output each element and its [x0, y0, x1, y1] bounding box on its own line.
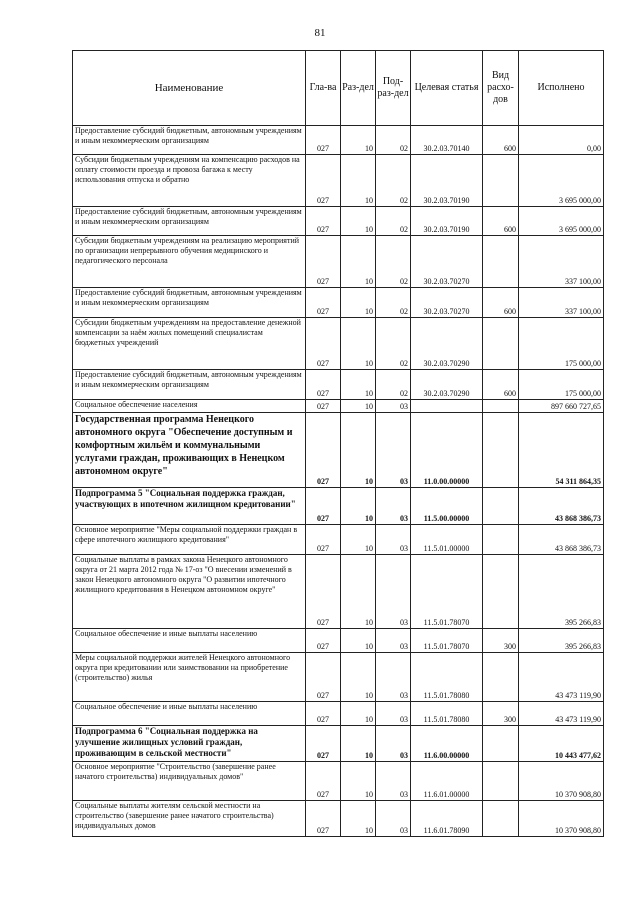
- cell-expense-type: [483, 525, 519, 555]
- header-chapter: Гла-ва: [306, 51, 341, 126]
- table-row: [73, 236, 604, 288]
- cell-target-article: 11.5.00.00000: [411, 488, 483, 525]
- table-row: [73, 318, 604, 370]
- header-executed: Исполнено: [519, 51, 604, 126]
- cell-target-article: 11.0.00.00000: [411, 413, 483, 488]
- table-row: [73, 288, 604, 318]
- cell-target-article: 11.6.01.78090: [411, 801, 483, 837]
- cell-expense-type: [483, 400, 519, 413]
- cell-section: 10: [341, 629, 376, 653]
- table-row: [73, 413, 604, 488]
- cell-expense-type: [483, 801, 519, 837]
- cell-executed: 54 311 864,35: [519, 413, 604, 488]
- table-row: [73, 801, 604, 837]
- cell-executed: 10 370 908,80: [519, 762, 604, 801]
- table-row: [73, 653, 604, 702]
- header-subsection: Под-раз-дел: [376, 51, 411, 126]
- cell-chapter: 027: [306, 525, 341, 555]
- cell-name: Предоставление субсидий бюджетным, автономным учреждениям и иным некоммерческим организациям: [73, 288, 306, 318]
- cell-executed: 395 266,83: [519, 629, 604, 653]
- cell-chapter: 027: [306, 413, 341, 488]
- table-row: [73, 400, 604, 413]
- cell-section: 10: [341, 318, 376, 370]
- cell-expense-type: 300: [483, 702, 519, 726]
- cell-name: Основное мероприятие "Строительство (завершение ранее начатого строительства) индивидуальных домов": [73, 762, 306, 801]
- cell-chapter: 027: [306, 370, 341, 400]
- cell-executed: 10 370 908,80: [519, 801, 604, 837]
- cell-executed: 175 000,00: [519, 370, 604, 400]
- cell-chapter: 027: [306, 318, 341, 370]
- cell-expense-type: [483, 762, 519, 801]
- cell-section: 10: [341, 702, 376, 726]
- cell-executed: 43 473 119,90: [519, 653, 604, 702]
- cell-executed: 337 100,00: [519, 236, 604, 288]
- cell-chapter: 027: [306, 126, 341, 155]
- cell-chapter: 027: [306, 762, 341, 801]
- cell-target-article: 11.5.01.78080: [411, 653, 483, 702]
- cell-name: Социальные выплаты в рамках закона Ненецкого автономного округа от 21 марта 2012 года № 17-оз "О внесении изменений в закон Ненецкого автономного округа "О развитии ипотечного жилищного кредитования в Ненецком автономном округе": [73, 555, 306, 629]
- cell-chapter: 027: [306, 155, 341, 207]
- cell-chapter: 027: [306, 288, 341, 318]
- cell-section: 10: [341, 126, 376, 155]
- cell-name: Государственная программа Ненецкого автономного округа "Обеспечение доступным и комфортным жильём и коммунальными услугами граждан, проживающих в Ненецком автономном округе": [73, 413, 306, 488]
- cell-target-article: 11.5.01.78070: [411, 629, 483, 653]
- cell-section: 10: [341, 370, 376, 400]
- cell-section: 10: [341, 488, 376, 525]
- cell-expense-type: 300: [483, 629, 519, 653]
- table-row: [73, 525, 604, 555]
- cell-expense-type: [483, 488, 519, 525]
- cell-expense-type: 600: [483, 288, 519, 318]
- cell-executed: 10 443 477,62: [519, 726, 604, 762]
- cell-subsection: 02: [376, 288, 411, 318]
- cell-subsection: 03: [376, 400, 411, 413]
- cell-section: 10: [341, 762, 376, 801]
- header-name: Наименование: [73, 51, 306, 126]
- cell-target-article: 11.6.01.00000: [411, 762, 483, 801]
- cell-name: Социальное обеспечение и иные выплаты населению: [73, 629, 306, 653]
- header-target-article: Целевая статья: [411, 51, 483, 126]
- cell-target-article: 11.5.01.00000: [411, 525, 483, 555]
- cell-expense-type: [483, 653, 519, 702]
- cell-name: Субсидии бюджетным учреждениям на предоставление денежной компенсации за наём жилых помещений специалистам бюджетных учреждений: [73, 318, 306, 370]
- cell-section: 10: [341, 207, 376, 236]
- cell-executed: 337 100,00: [519, 288, 604, 318]
- header-expense-type: Вид расхо-дов: [483, 51, 519, 126]
- table-row: [73, 629, 604, 653]
- cell-subsection: 02: [376, 155, 411, 207]
- cell-expense-type: [483, 318, 519, 370]
- cell-target-article: 30.2.03.70270: [411, 236, 483, 288]
- cell-name: Подпрограмма 5 "Социальная поддержка граждан, участвующих в ипотечном жилищном кредитовании": [73, 488, 306, 525]
- cell-target-article: 11.5.01.78080: [411, 702, 483, 726]
- cell-section: 10: [341, 525, 376, 555]
- cell-name: Предоставление субсидий бюджетным, автономным учреждениям и иным некоммерческим организациям: [73, 126, 306, 155]
- cell-name: Социальные выплаты жителям сельской местности на строительство (завершение ранее начатого строительства) индивидуальных домов: [73, 801, 306, 837]
- cell-expense-type: [483, 236, 519, 288]
- cell-target-article: 30.2.03.70190: [411, 155, 483, 207]
- cell-expense-type: 600: [483, 207, 519, 236]
- cell-executed: 3 695 000,00: [519, 207, 604, 236]
- cell-expense-type: 600: [483, 126, 519, 155]
- cell-executed: 0,00: [519, 126, 604, 155]
- cell-subsection: 02: [376, 207, 411, 236]
- cell-section: 10: [341, 400, 376, 413]
- cell-name: Предоставление субсидий бюджетным, автономным учреждениям и иным некоммерческим организациям: [73, 207, 306, 236]
- table-header: [73, 51, 604, 126]
- cell-name: Подпрограмма 6 "Социальная поддержка на улучшение жилищных условий граждан, проживающим в сельской местности": [73, 726, 306, 762]
- cell-name: Предоставление субсидий бюджетным, автономным учреждениям и иным некоммерческим организациям: [73, 370, 306, 400]
- cell-expense-type: [483, 155, 519, 207]
- cell-target-article: 30.2.03.70270: [411, 288, 483, 318]
- cell-executed: 897 660 727,65: [519, 400, 604, 413]
- cell-subsection: 02: [376, 126, 411, 155]
- cell-subsection: 03: [376, 726, 411, 762]
- table-row: [73, 702, 604, 726]
- cell-executed: 175 000,00: [519, 318, 604, 370]
- cell-subsection: 03: [376, 488, 411, 525]
- table-row: [73, 555, 604, 629]
- cell-chapter: 027: [306, 207, 341, 236]
- cell-executed: 43 868 386,73: [519, 488, 604, 525]
- table-row: [73, 126, 604, 155]
- cell-executed: 395 266,83: [519, 555, 604, 629]
- cell-executed: 3 695 000,00: [519, 155, 604, 207]
- table-row: [73, 488, 604, 525]
- cell-name: Субсидии бюджетным учреждениям на реализацию мероприятий по организации непрерывного обучения медицинского и педагогического персонала: [73, 236, 306, 288]
- table-row: [73, 207, 604, 236]
- cell-chapter: 027: [306, 653, 341, 702]
- cell-section: 10: [341, 413, 376, 488]
- header-section: Раз-дел: [341, 51, 376, 126]
- cell-expense-type: [483, 726, 519, 762]
- cell-name: Социальное обеспечение населения: [73, 400, 306, 413]
- cell-target-article: 11.6.00.00000: [411, 726, 483, 762]
- cell-chapter: 027: [306, 702, 341, 726]
- cell-subsection: 02: [376, 370, 411, 400]
- cell-section: 10: [341, 801, 376, 837]
- cell-section: 10: [341, 726, 376, 762]
- cell-expense-type: [483, 555, 519, 629]
- cell-chapter: 027: [306, 236, 341, 288]
- cell-name: Основное мероприятие "Меры социальной поддержки граждан в сфере ипотечного жилищного кредитования": [73, 525, 306, 555]
- table-row: [73, 726, 604, 762]
- cell-chapter: 027: [306, 629, 341, 653]
- cell-name: Меры социальной поддержки жителей Ненецкого автономного округа при кредитовании или заимствовании на приобретение (строительство) жилья: [73, 653, 306, 702]
- cell-target-article: 30.2.03.70190: [411, 207, 483, 236]
- table-row: [73, 762, 604, 801]
- cell-subsection: 02: [376, 318, 411, 370]
- cell-target-article: [411, 400, 483, 413]
- cell-target-article: 11.5.01.78070: [411, 555, 483, 629]
- cell-chapter: 027: [306, 488, 341, 525]
- cell-chapter: 027: [306, 400, 341, 413]
- cell-chapter: 027: [306, 726, 341, 762]
- cell-subsection: 03: [376, 413, 411, 488]
- cell-section: 10: [341, 555, 376, 629]
- cell-subsection: 03: [376, 653, 411, 702]
- cell-section: 10: [341, 236, 376, 288]
- cell-section: 10: [341, 288, 376, 318]
- budget-table: [72, 50, 604, 837]
- cell-chapter: 027: [306, 555, 341, 629]
- cell-expense-type: 600: [483, 370, 519, 400]
- cell-name: Социальное обеспечение и иные выплаты населению: [73, 702, 306, 726]
- cell-subsection: 03: [376, 629, 411, 653]
- cell-executed: 43 473 119,90: [519, 702, 604, 726]
- table-row: [73, 155, 604, 207]
- cell-subsection: 03: [376, 702, 411, 726]
- cell-target-article: 30.2.03.70290: [411, 370, 483, 400]
- cell-subsection: 03: [376, 555, 411, 629]
- cell-section: 10: [341, 653, 376, 702]
- cell-subsection: 03: [376, 801, 411, 837]
- cell-name: Субсидии бюджетным учреждениям на компенсацию расходов на оплату стоимости проезда и провоза багажа к месту использования отпуска и обратно: [73, 155, 306, 207]
- cell-subsection: 03: [376, 762, 411, 801]
- cell-target-article: 30.2.03.70140: [411, 126, 483, 155]
- page-number: 81: [314, 27, 326, 39]
- cell-target-article: 30.2.03.70290: [411, 318, 483, 370]
- cell-subsection: 03: [376, 525, 411, 555]
- cell-subsection: 02: [376, 236, 411, 288]
- cell-expense-type: [483, 413, 519, 488]
- cell-executed: 43 868 386,73: [519, 525, 604, 555]
- cell-section: 10: [341, 155, 376, 207]
- cell-chapter: 027: [306, 801, 341, 837]
- table-row: [73, 370, 604, 400]
